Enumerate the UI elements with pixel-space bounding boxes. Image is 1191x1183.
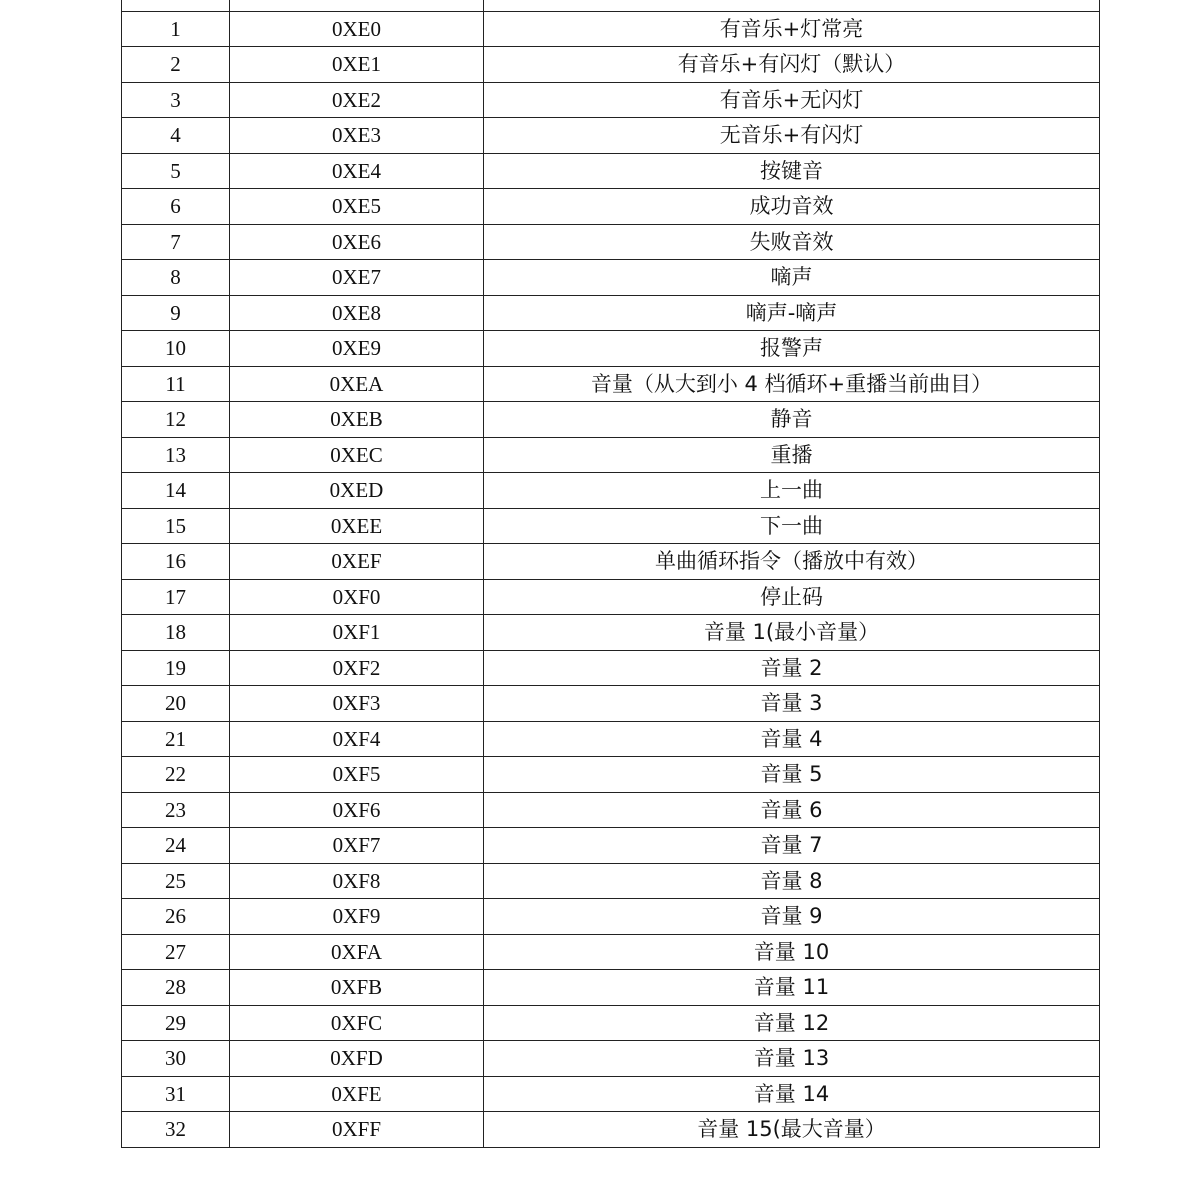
row-number-cell: 25	[122, 864, 230, 899]
row-number-cell: 14	[122, 473, 230, 509]
row-number-cell: 8	[122, 260, 230, 296]
row-number-cell: 3	[122, 83, 230, 118]
row-number-cell: 30	[122, 1041, 230, 1077]
command-code-cell: 0XF9	[230, 899, 484, 935]
function-description-cell: 音量 13	[484, 1041, 1100, 1077]
command-code-cell: 0XEF	[230, 544, 484, 580]
table-row	[122, 544, 1100, 580]
table-row	[122, 864, 1100, 899]
command-code-cell: 0XF0	[230, 580, 484, 615]
command-code-cell: 0XF5	[230, 757, 484, 793]
row-number-cell: 1	[122, 12, 230, 47]
command-code-cell: 0XF8	[230, 864, 484, 899]
function-description-cell: 音量 12	[484, 1006, 1100, 1041]
row-number-cell: 24	[122, 828, 230, 864]
table-row	[122, 118, 1100, 154]
table-row	[122, 970, 1100, 1006]
command-code-cell: 0XF7	[230, 828, 484, 864]
function-description-cell: 音量 9	[484, 899, 1100, 935]
row-number-cell: 17	[122, 580, 230, 615]
row-number-cell: 31	[122, 1077, 230, 1112]
command-code-cell: 0XFB	[230, 970, 484, 1006]
row-number-cell: 19	[122, 651, 230, 686]
function-description-cell: 音量 11	[484, 970, 1100, 1006]
table-row	[122, 580, 1100, 615]
row-number-cell: 22	[122, 757, 230, 793]
header-cell-code	[230, 0, 484, 12]
table-row	[122, 651, 1100, 686]
function-description-cell: 音量 15(最大音量）	[484, 1112, 1100, 1148]
table-row	[122, 615, 1100, 651]
function-description-cell: 静音	[484, 402, 1100, 438]
function-description-cell: 音量 14	[484, 1077, 1100, 1112]
table-row	[122, 1077, 1100, 1112]
function-description-cell: 音量 3	[484, 686, 1100, 722]
table-row	[122, 828, 1100, 864]
command-code-cell: 0XEC	[230, 438, 484, 473]
row-number-cell: 18	[122, 615, 230, 651]
row-number-cell: 29	[122, 1006, 230, 1041]
command-table-body	[122, 0, 1100, 1148]
command-code-cell: 0XFC	[230, 1006, 484, 1041]
row-number-cell: 15	[122, 509, 230, 544]
row-number-cell: 28	[122, 970, 230, 1006]
table-row	[122, 260, 1100, 296]
table-row	[122, 83, 1100, 118]
table-row	[122, 793, 1100, 828]
function-description-cell: 失败音效	[484, 225, 1100, 260]
command-code-cell: 0XE3	[230, 118, 484, 154]
command-code-cell: 0XE4	[230, 154, 484, 189]
command-code-cell: 0XF3	[230, 686, 484, 722]
header-cell-no	[122, 0, 230, 12]
table-row	[122, 509, 1100, 544]
table-header-row	[122, 0, 1100, 12]
command-code-cell: 0XE1	[230, 47, 484, 83]
row-number-cell: 10	[122, 331, 230, 367]
function-description-cell: 音量 1(最小音量）	[484, 615, 1100, 651]
function-description-cell: 有音乐+灯常亮	[484, 12, 1100, 47]
row-number-cell: 11	[122, 367, 230, 402]
table-row	[122, 1112, 1100, 1148]
function-description-cell: 重播	[484, 438, 1100, 473]
table-row	[122, 367, 1100, 402]
function-description-cell: 音量 8	[484, 864, 1100, 899]
table-row	[122, 154, 1100, 189]
header-cell-desc	[484, 0, 1100, 12]
row-number-cell: 21	[122, 722, 230, 757]
function-description-cell: 按键音	[484, 154, 1100, 189]
command-code-cell: 0XE0	[230, 12, 484, 47]
table-row	[122, 935, 1100, 970]
table-row	[122, 473, 1100, 509]
command-code-cell: 0XE9	[230, 331, 484, 367]
command-code-cell: 0XFD	[230, 1041, 484, 1077]
row-number-cell: 32	[122, 1112, 230, 1148]
function-description-cell: 成功音效	[484, 189, 1100, 225]
row-number-cell: 23	[122, 793, 230, 828]
table-row	[122, 402, 1100, 438]
row-number-cell: 7	[122, 225, 230, 260]
table-row	[122, 1006, 1100, 1041]
table-row	[122, 757, 1100, 793]
row-number-cell: 4	[122, 118, 230, 154]
table-row	[122, 12, 1100, 47]
row-number-cell: 9	[122, 296, 230, 331]
row-number-cell: 5	[122, 154, 230, 189]
command-code-cell: 0XF4	[230, 722, 484, 757]
command-code-cell: 0XE7	[230, 260, 484, 296]
command-code-cell: 0XF1	[230, 615, 484, 651]
command-code-cell: 0XF6	[230, 793, 484, 828]
function-description-cell: 音量 10	[484, 935, 1100, 970]
function-description-cell: 嘀声-嘀声	[484, 296, 1100, 331]
table-row	[122, 1041, 1100, 1077]
row-number-cell: 26	[122, 899, 230, 935]
function-description-cell: 停止码	[484, 580, 1100, 615]
function-description-cell: 音量 5	[484, 757, 1100, 793]
table-row	[122, 331, 1100, 367]
table-row	[122, 722, 1100, 757]
command-code-cell: 0XFF	[230, 1112, 484, 1148]
function-description-cell: 上一曲	[484, 473, 1100, 509]
table-row	[122, 47, 1100, 83]
function-description-cell: 单曲循环指令（播放中有效）	[484, 544, 1100, 580]
function-description-cell: 音量 4	[484, 722, 1100, 757]
table-row	[122, 686, 1100, 722]
table-row	[122, 899, 1100, 935]
row-number-cell: 2	[122, 47, 230, 83]
table-row	[122, 225, 1100, 260]
function-description-cell: 音量（从大到小 4 档循环+重播当前曲目）	[484, 367, 1100, 402]
command-code-cell: 0XED	[230, 473, 484, 509]
function-description-cell: 有音乐+无闪灯	[484, 83, 1100, 118]
function-description-cell: 有音乐+有闪灯（默认）	[484, 47, 1100, 83]
command-code-cell: 0XE5	[230, 189, 484, 225]
table-row	[122, 189, 1100, 225]
row-number-cell: 16	[122, 544, 230, 580]
row-number-cell: 27	[122, 935, 230, 970]
command-code-cell: 0XFE	[230, 1077, 484, 1112]
table-row	[122, 296, 1100, 331]
command-code-cell: 0XF2	[230, 651, 484, 686]
function-description-cell: 报警声	[484, 331, 1100, 367]
command-code-cell: 0XEE	[230, 509, 484, 544]
row-number-cell: 6	[122, 189, 230, 225]
command-code-cell: 0XE8	[230, 296, 484, 331]
table-row	[122, 438, 1100, 473]
command-code-cell: 0XFA	[230, 935, 484, 970]
command-code-cell: 0XE2	[230, 83, 484, 118]
function-description-cell: 嘀声	[484, 260, 1100, 296]
command-code-cell: 0XEB	[230, 402, 484, 438]
command-table	[121, 0, 1100, 1148]
command-code-cell: 0XEA	[230, 367, 484, 402]
command-code-cell: 0XE6	[230, 225, 484, 260]
function-description-cell: 音量 2	[484, 651, 1100, 686]
function-description-cell: 音量 7	[484, 828, 1100, 864]
function-description-cell: 音量 6	[484, 793, 1100, 828]
function-description-cell: 下一曲	[484, 509, 1100, 544]
row-number-cell: 13	[122, 438, 230, 473]
row-number-cell: 12	[122, 402, 230, 438]
function-description-cell: 无音乐+有闪灯	[484, 118, 1100, 154]
row-number-cell: 20	[122, 686, 230, 722]
